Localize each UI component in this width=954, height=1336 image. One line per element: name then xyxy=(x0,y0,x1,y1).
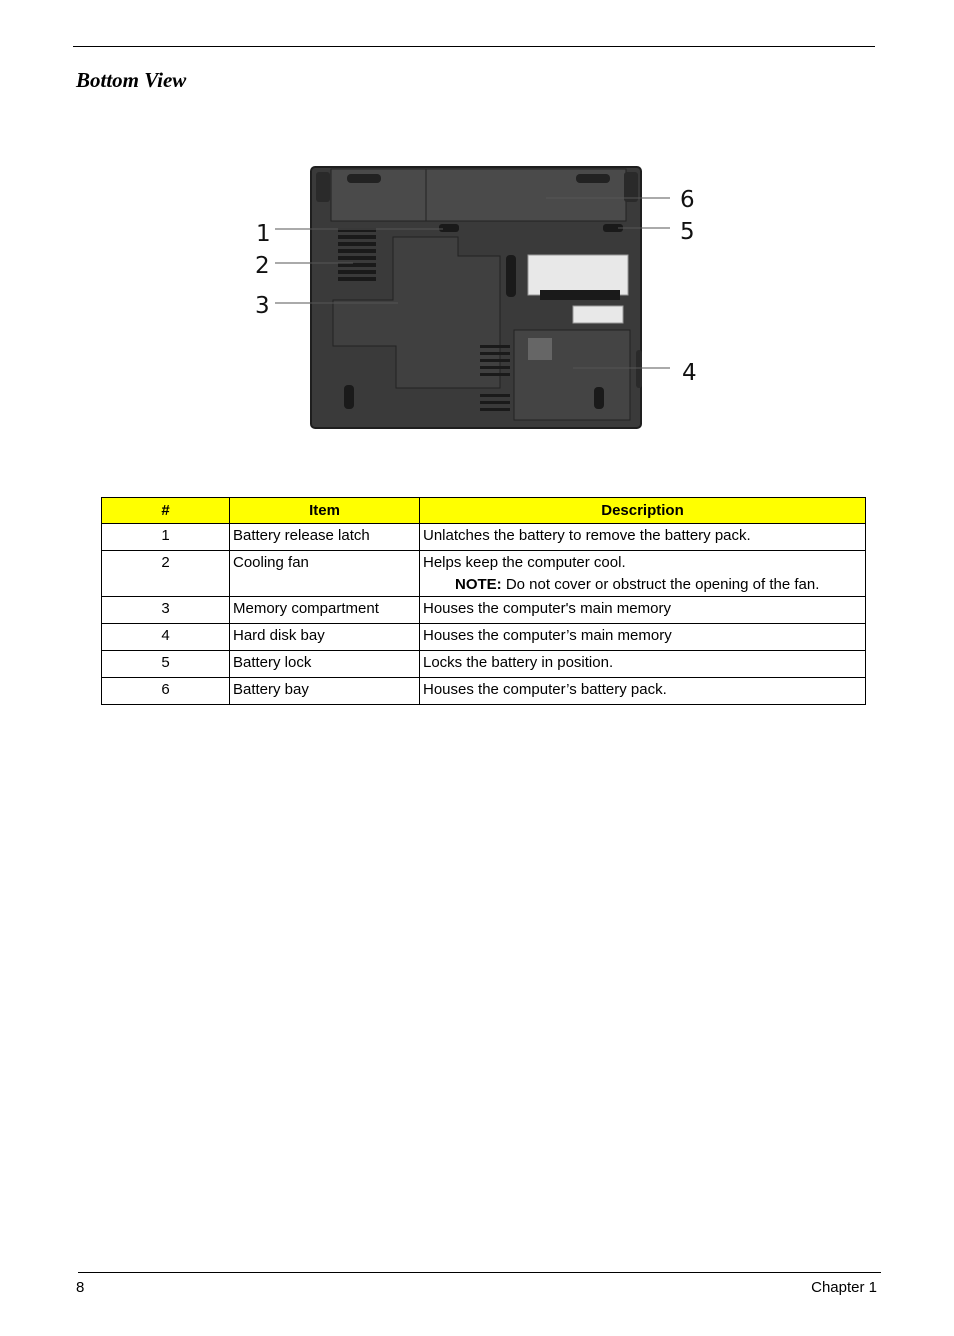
table-row xyxy=(102,678,866,705)
row-item: Hard disk bay xyxy=(230,624,420,651)
laptop-bottom-figure xyxy=(248,160,708,432)
table-row xyxy=(102,551,866,597)
table-header-row xyxy=(102,498,866,524)
table-row xyxy=(102,524,866,551)
table-row xyxy=(102,651,866,678)
callout-2: 2 xyxy=(255,253,270,279)
note-label: NOTE: xyxy=(455,576,502,593)
row-number: 1 xyxy=(102,524,230,551)
callout-6: 6 xyxy=(680,187,695,213)
components-table xyxy=(101,497,866,705)
col-header-number: # xyxy=(102,498,230,524)
row-item: Cooling fan xyxy=(230,551,420,597)
fan-note xyxy=(423,574,862,596)
row-item: Memory compartment xyxy=(230,597,420,624)
row-number: 2 xyxy=(102,551,230,597)
row-description: Houses the computer’s battery pack. xyxy=(420,678,866,705)
table-row xyxy=(102,624,866,651)
row-description: Unlatches the battery to remove the battery pack. xyxy=(420,524,866,551)
callout-3: 3 xyxy=(255,293,270,319)
row-description: Houses the computer's main memory xyxy=(420,597,866,624)
label-sticker xyxy=(528,255,628,295)
row-item: Battery release latch xyxy=(230,524,420,551)
battery-release-latch xyxy=(439,224,459,232)
callout-4: 4 xyxy=(682,360,697,386)
row-item: Battery lock xyxy=(230,651,420,678)
footer-rule xyxy=(78,1272,881,1273)
page-number: 8 xyxy=(76,1279,85,1296)
row-number: 5 xyxy=(102,651,230,678)
callout-1: 1 xyxy=(256,221,271,247)
header-rule xyxy=(73,46,875,47)
row-number: 4 xyxy=(102,624,230,651)
row-description: Helps keep the computer cool. xyxy=(423,554,626,571)
row-number: 6 xyxy=(102,678,230,705)
row-number: 3 xyxy=(102,597,230,624)
col-header-item: Item xyxy=(230,498,420,524)
row-description: Locks the battery in position. xyxy=(420,651,866,678)
table-row xyxy=(102,597,866,624)
note-text: Do not cover or obstruct the opening of the fan. xyxy=(501,576,820,593)
row-description-cell xyxy=(420,551,866,597)
callout-5: 5 xyxy=(680,219,695,245)
section-title: Bottom View xyxy=(76,68,187,92)
chapter-label: Chapter 1 xyxy=(811,1279,877,1296)
row-description: Houses the computer’s main memory xyxy=(420,624,866,651)
col-header-description: Description xyxy=(420,498,866,524)
row-item: Battery bay xyxy=(230,678,420,705)
